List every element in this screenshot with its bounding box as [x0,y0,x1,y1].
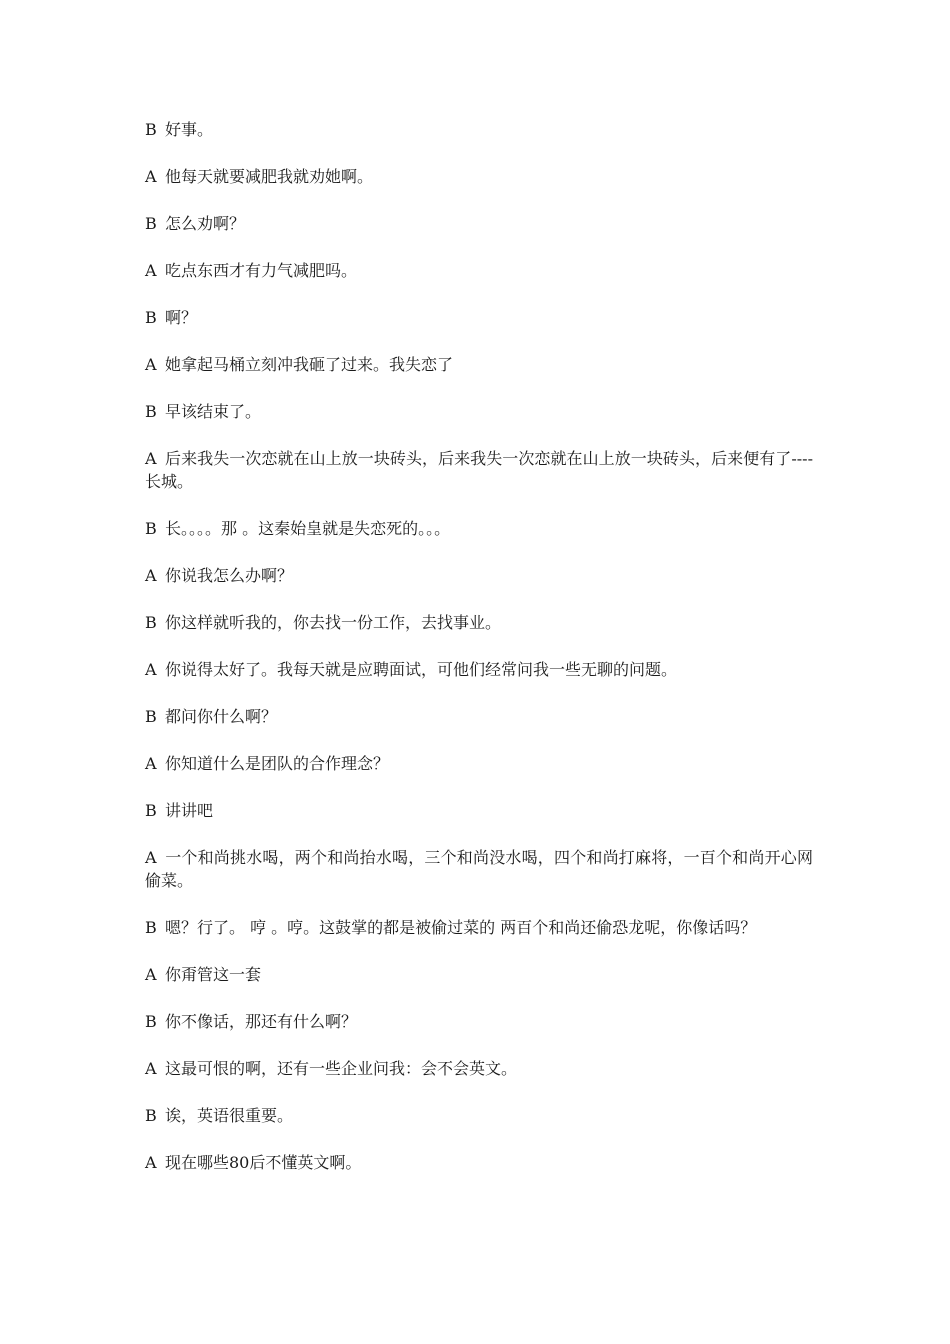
dialogue-line [145,658,813,681]
dialogue-line [145,705,813,728]
speaker-label: B [145,308,157,327]
utterance-text: 你甭管这一套 [165,965,262,984]
dialogue-line [145,400,813,423]
utterance-text: 早该结束了。 [165,402,262,421]
utterance-text: 长。。。。那 。这秦始皇就是失恋死的。。。 [165,519,451,538]
utterance-text: 啊？ [165,308,198,327]
speaker-label: A [145,754,157,773]
dialogue-line [145,259,813,282]
dialogue-line [145,752,813,775]
speaker-label: A [145,848,157,867]
speaker-label: A [145,167,157,186]
utterance-text: 都问你什么啊？ [165,707,278,726]
dialogue-line [145,517,813,540]
speaker-label: B [145,1106,157,1125]
dialogue-line [145,1104,813,1127]
utterance-text: 你说得太好了。我每天就是应聘面试，可他们经常问我一些无聊的问题。 [165,660,678,679]
speaker-label: B [145,402,157,421]
speaker-label: A [145,566,157,585]
speaker-label: B [145,918,157,937]
dialogue-line [145,1151,813,1174]
speaker-label: B [145,707,157,726]
utterance-text: 诶，英语很重要。 [165,1106,294,1125]
speaker-label: A [145,660,157,679]
speaker-label: A [145,1059,157,1078]
dialogue-line [145,1057,813,1080]
dialogue-line [145,447,813,493]
dialogue-line [145,118,813,141]
utterance-text: 现在哪些80后不懂英文啊。 [165,1153,362,1172]
speaker-label: B [145,613,157,632]
utterance-text: 嗯？行了。 哼 。哼。这鼓掌的都是被偷过菜的 两百个和尚还偷恐龙呢，你像话吗？ [165,918,757,937]
utterance-text: 你不像话，那还有什么啊？ [165,1012,358,1031]
dialogue-line [145,306,813,329]
dialogue-line [145,165,813,188]
speaker-label: A [145,355,157,374]
utterance-text: 你说我怎么办啊？ [165,566,294,585]
speaker-label: B [145,120,157,139]
utterance-text: 吃点东西才有力气减肥吗。 [165,261,358,280]
speaker-label: A [145,261,157,280]
speaker-label: A [145,965,157,984]
dialogue-line [145,1010,813,1033]
utterance-text: 后来我失一次恋就在山上放一块砖头，后来我失一次恋就在山上放一块砖头，后来便有了----长城。 [145,449,813,491]
speaker-label: A [145,449,157,468]
speaker-label: B [145,801,157,820]
dialogue-line [145,916,813,939]
utterance-text: 你这样就听我的，你去找一份工作，去找事业。 [165,613,502,632]
utterance-text: 她拿起马桶立刻冲我砸了过来。我失恋了 [165,355,454,374]
dialogue-line [145,963,813,986]
utterance-text: 好事。 [165,120,214,139]
dialogue-list [145,118,813,1198]
utterance-text: 这最可恨的啊，还有一些企业问我：会不会英文。 [165,1059,518,1078]
dialogue-line [145,799,813,822]
speaker-label: B [145,1012,157,1031]
dialogue-line [145,212,813,235]
speaker-label: B [145,214,157,233]
dialogue-line [145,353,813,376]
speaker-label: B [145,519,157,538]
dialogue-line [145,611,813,634]
dialogue-line [145,846,813,892]
utterance-text: 一个和尚挑水喝，两个和尚抬水喝，三个和尚没水喝，四个和尚打麻将，一百个和尚开心网偷菜。 [145,848,813,890]
dialogue-line [145,564,813,587]
speaker-label: A [145,1153,157,1172]
utterance-text: 怎么劝啊？ [165,214,246,233]
utterance-text: 你知道什么是团队的合作理念？ [165,754,390,773]
utterance-text: 讲讲吧 [165,801,214,820]
utterance-text: 他每天就要减肥我就劝她啊。 [165,167,374,186]
